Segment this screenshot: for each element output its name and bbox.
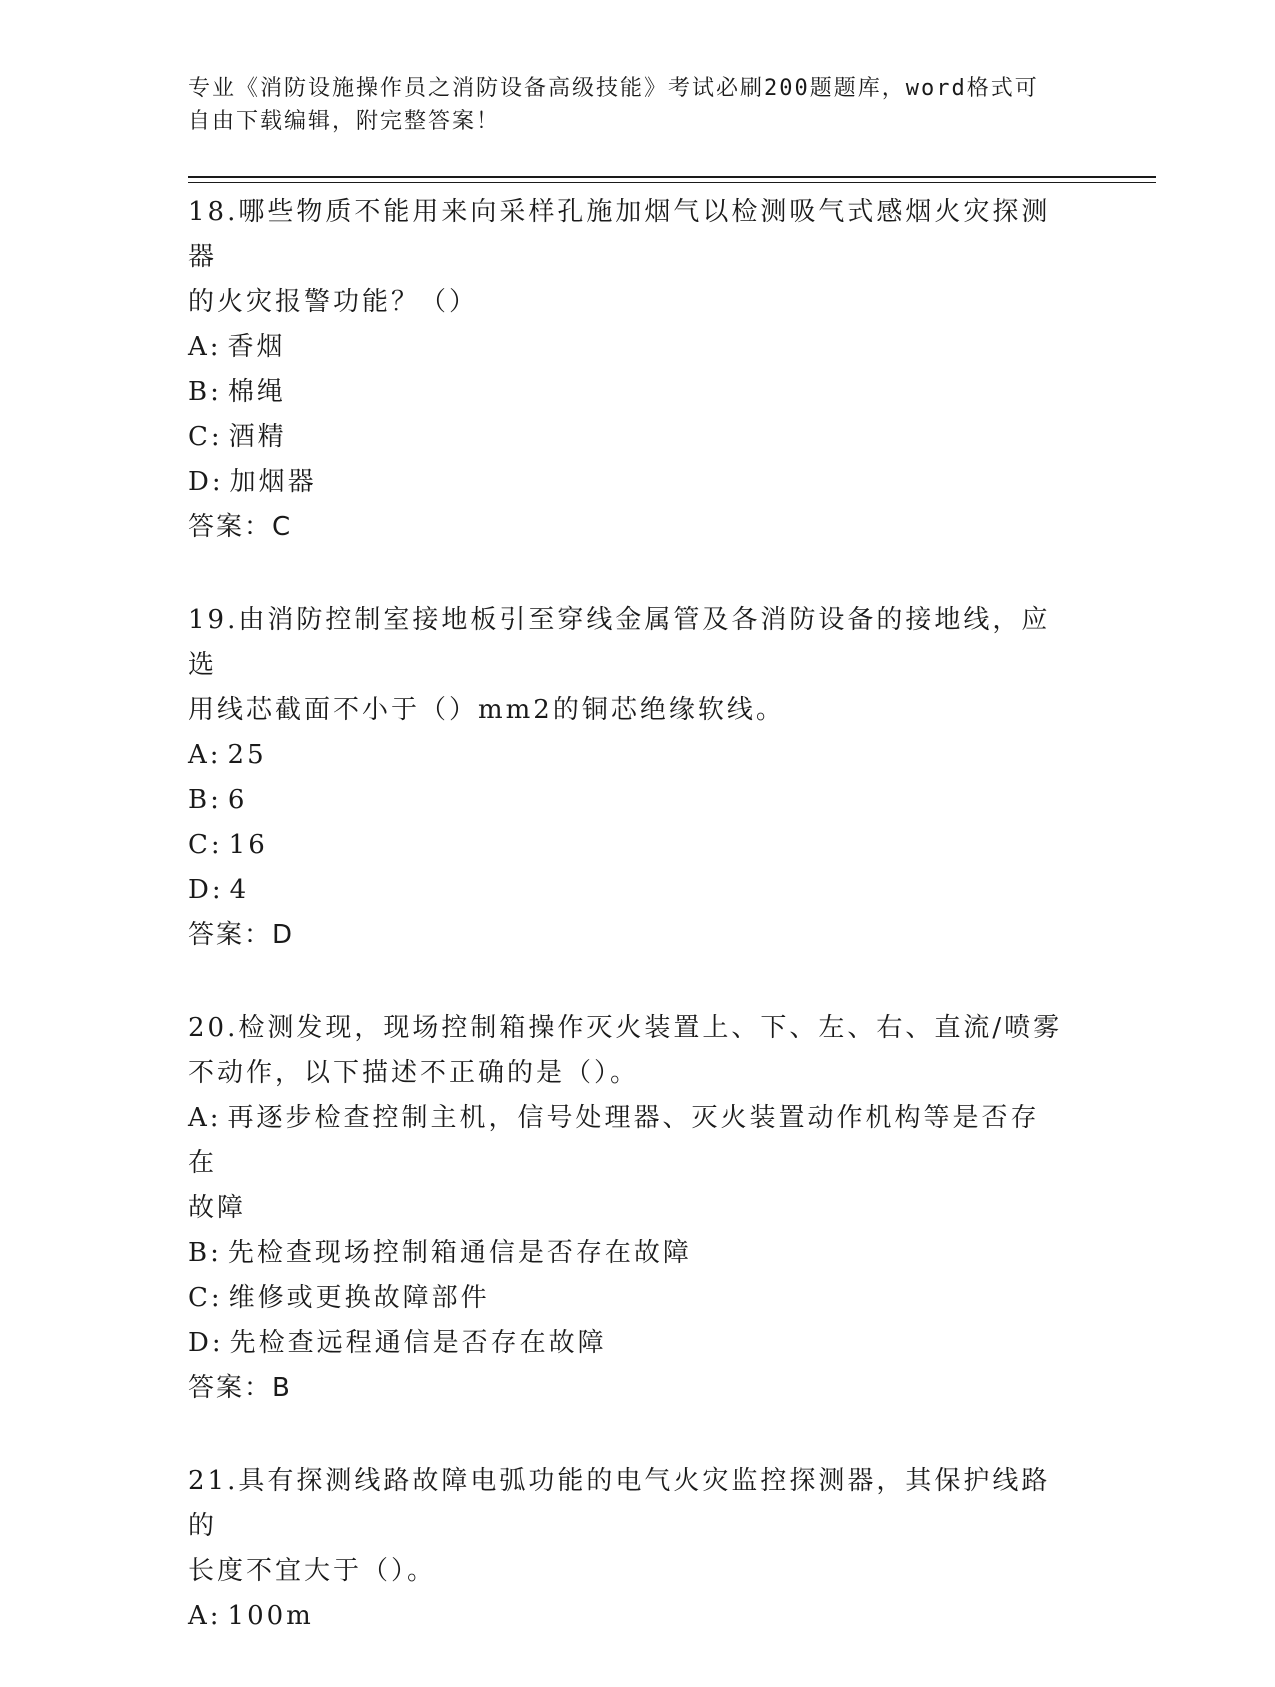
option-c [188,1276,1068,1321]
option-d [188,868,1068,913]
answer-line: 答案：C [188,512,293,542]
option-d [188,1321,1068,1366]
question-20 [188,1006,1068,1411]
option-label: D: [188,1328,224,1358]
question-stem-continued: 的火灾报警功能？（） [188,287,479,317]
option-a [188,1594,1068,1639]
question-18 [188,190,1068,550]
question-stem-continued: 用线芯截面不小于（）mm2的铜芯绝缘软线。 [188,695,785,725]
option-label: B: [188,1238,222,1268]
option-text: 6 [227,785,248,815]
option-text: 棉绳 [227,377,286,407]
option-label: C: [188,830,223,860]
option-b [188,778,1068,823]
question-stem: 18.哪些物质不能用来向采样孔施加烟气以检测吸气式感烟火灾探测器 [188,197,1051,272]
option-label: B: [188,785,222,815]
header-line-2: 自由下载编辑，附完整答案！ [188,109,501,134]
option-label: A: [188,740,222,770]
option-c [188,823,1068,868]
option-text: 先检查现场控制箱通信是否存在故障 [227,1238,692,1268]
option-d [188,460,1068,505]
option-text: 加烟器 [229,467,317,497]
option-b [188,370,1068,415]
option-a [188,325,1068,370]
question-stem: 21.具有探测线路故障电弧功能的电气火灾监控探测器，其保护线路的 [188,1466,1051,1541]
option-text: 酒精 [228,422,287,452]
option-text: 香烟 [227,332,286,362]
option-text: 4 [229,875,250,905]
question-stem: 19.由消防控制室接地板引至穿线金属管及各消防设备的接地线，应选 [188,605,1051,680]
option-text: 先检查远程通信是否存在故障 [229,1328,607,1358]
option-a-continued: 故障 [188,1193,247,1223]
header-divider-thin [188,182,1156,183]
header-divider-thick [188,176,1156,178]
question-stem-continued: 长度不宜大于（）。 [188,1556,437,1586]
option-label: A: [188,1103,222,1133]
option-text: 维修或更换故障部件 [228,1283,490,1313]
option-b [188,1231,1068,1276]
option-label: C: [188,422,223,452]
option-label: B: [188,377,222,407]
header-line-1: 专业《消防设施操作员之消防设备高级技能》考试必刷200题题库，word格式可 [188,76,1039,101]
question-list [188,190,1068,1687]
option-label: A: [188,332,222,362]
option-text: 100m [227,1601,314,1631]
question-stem-continued: 不动作，以下描述不正确的是（）。 [188,1058,640,1088]
question-21 [188,1459,1068,1639]
option-a [188,1096,1068,1186]
question-stem: 20.检测发现，现场控制箱操作灭火装置上、下、左、右、直流/喷雾 [188,1013,1063,1043]
option-text: 再逐步检查控制主机，信号处理器、灭火装置动作机构等是否存在 [188,1103,1040,1178]
option-label: A: [188,1601,222,1631]
document-header [188,72,1068,138]
answer-line: 答案：B [188,1373,292,1403]
answer-line: 答案：D [188,920,295,950]
option-label: D: [188,875,224,905]
option-a [188,733,1068,778]
question-19 [188,598,1068,958]
option-label: C: [188,1283,223,1313]
option-text: 16 [228,830,268,860]
option-text: 25 [227,740,267,770]
option-label: D: [188,467,224,497]
option-c [188,415,1068,460]
